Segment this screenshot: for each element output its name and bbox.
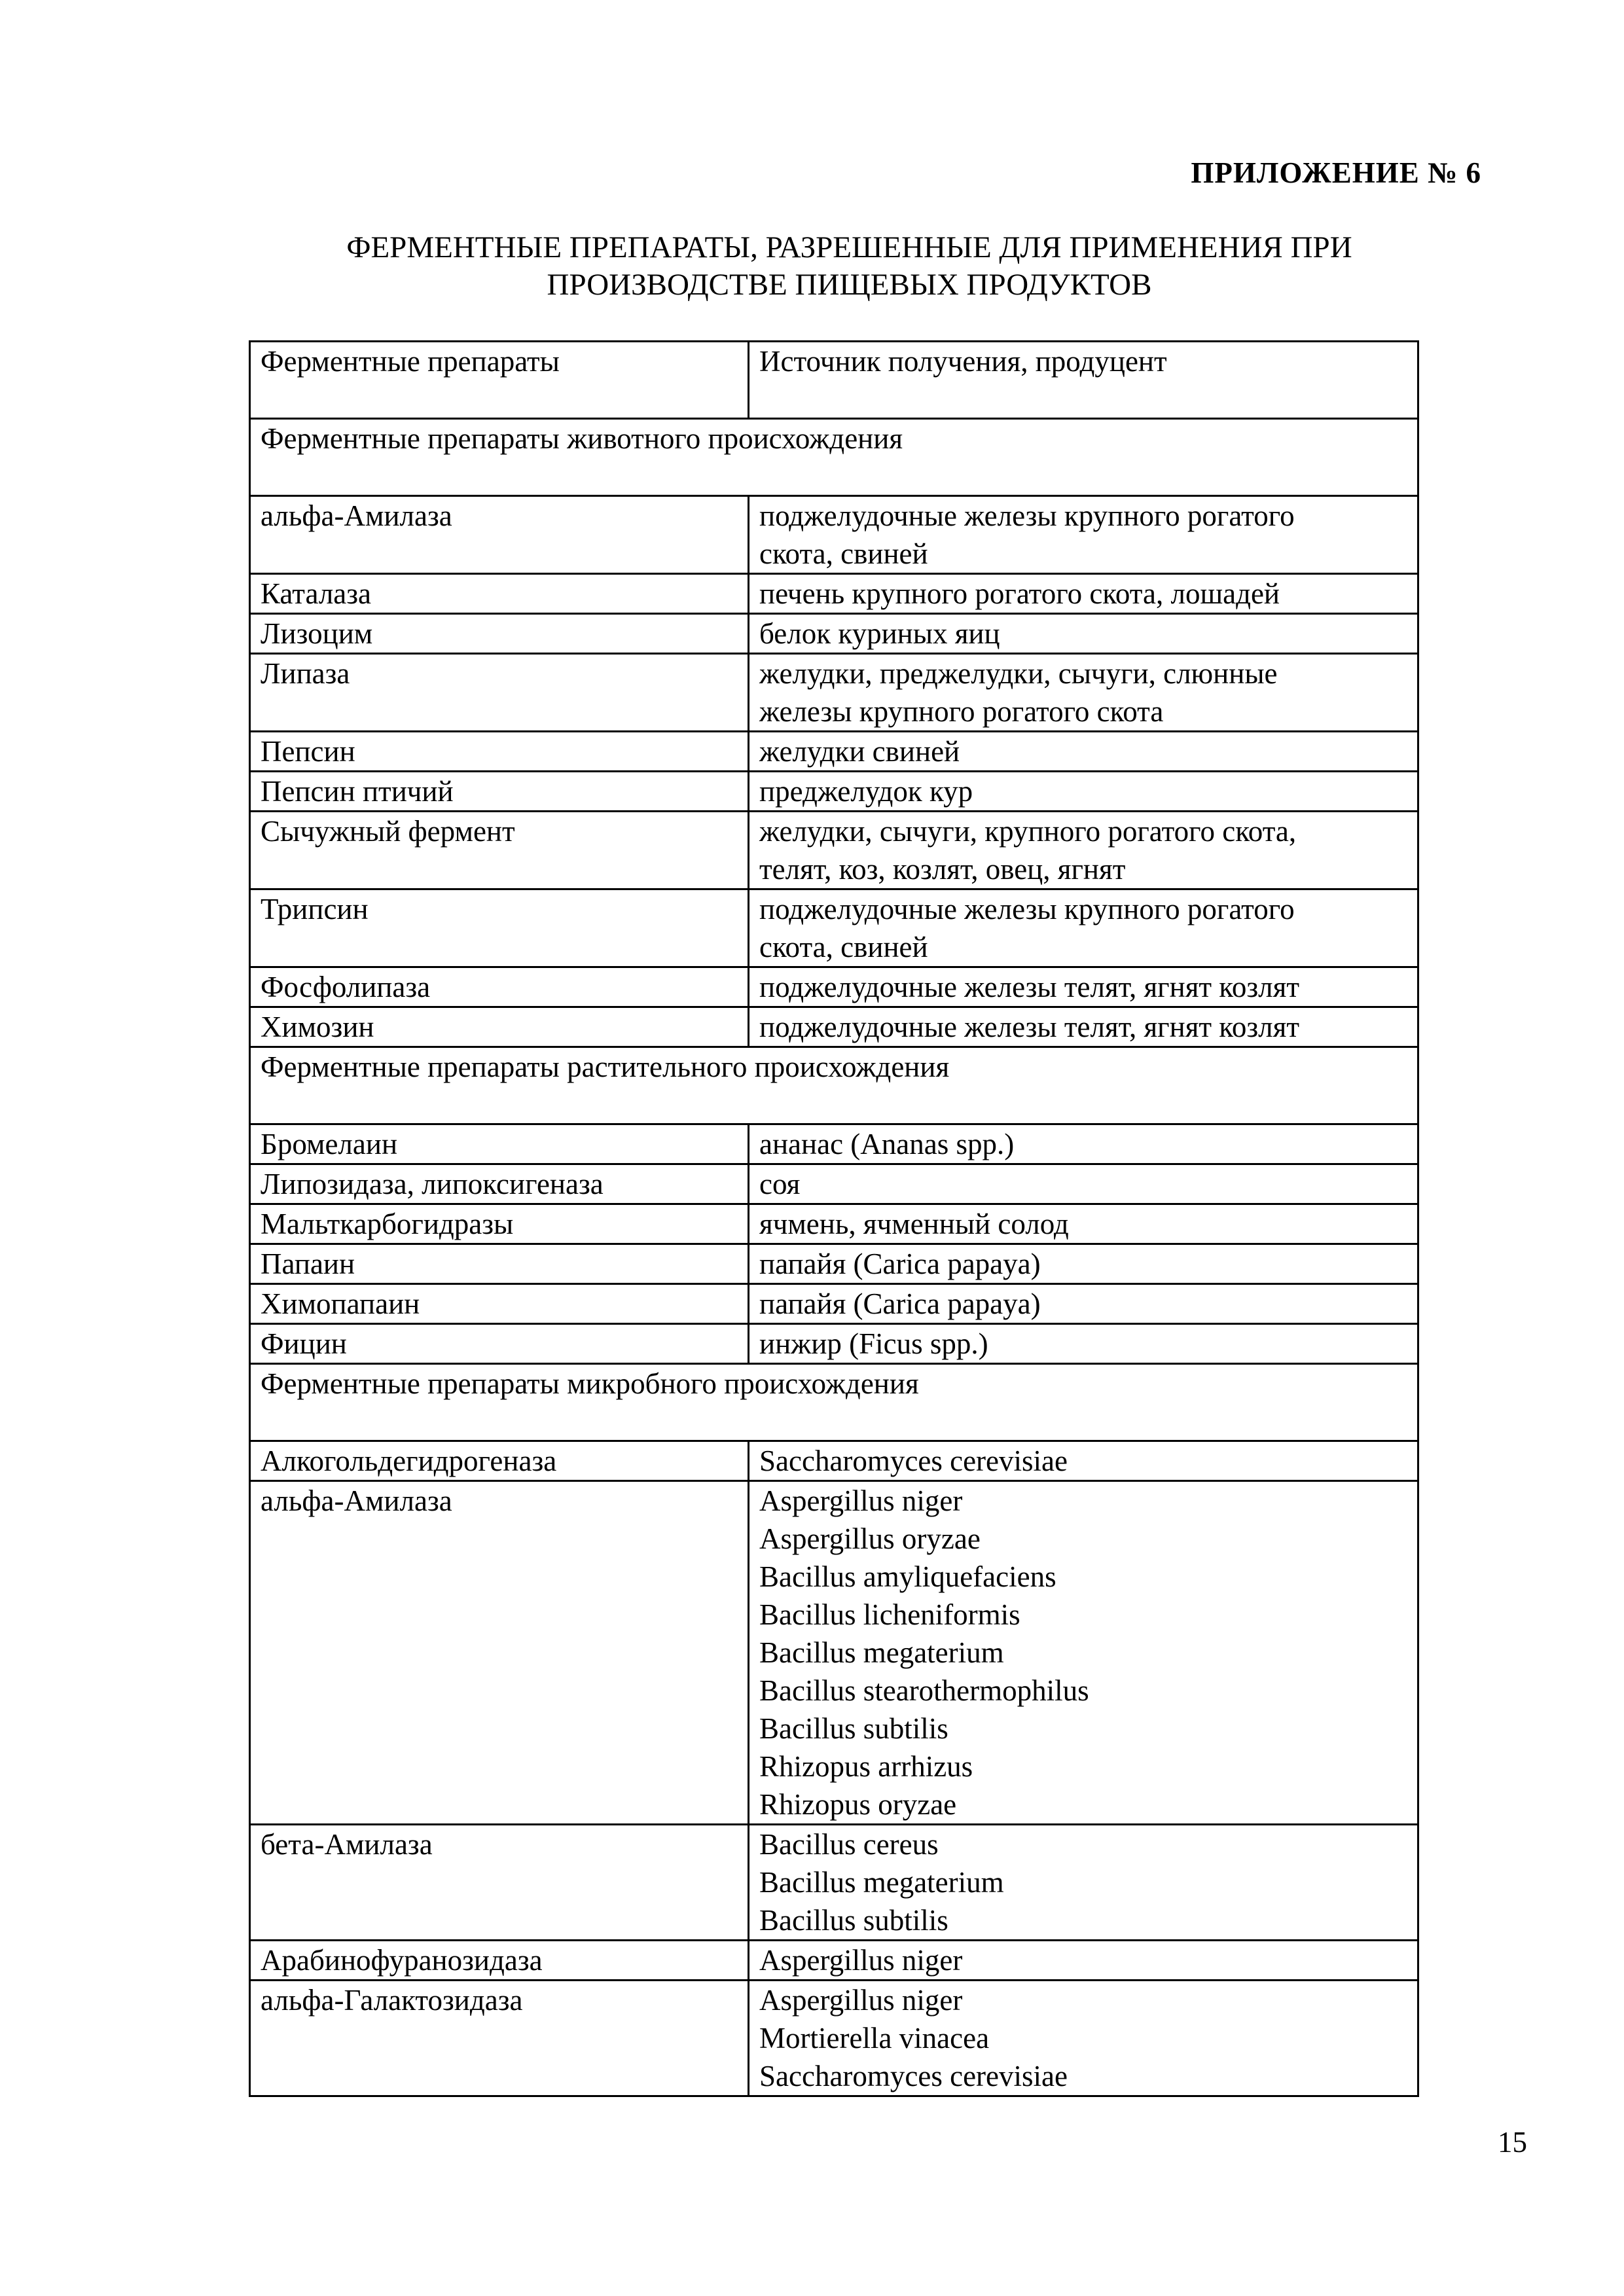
source-cell (749, 1164, 1418, 1204)
source-line: Bacillus cereus (759, 1828, 939, 1861)
source-cell (749, 1124, 1418, 1164)
source-cell (749, 1284, 1418, 1324)
source-cell (749, 654, 1418, 732)
table-row (250, 1124, 1418, 1164)
source-line: поджелудочные железы крупного рогатого (759, 893, 1295, 925)
source-cell (749, 1244, 1418, 1284)
table-row (250, 1284, 1418, 1324)
table-row (250, 1007, 1418, 1047)
source-cell (749, 496, 1418, 574)
table-row (250, 1204, 1418, 1244)
source-line: Bacillus amyliquefaciens (759, 1560, 1056, 1593)
source-line: ананас (Ananas spp.) (759, 1128, 1015, 1160)
table-row (250, 1324, 1418, 1364)
table-row (250, 496, 1418, 574)
source-line: желудки, преджелудки, сычуги, слюнные (759, 657, 1278, 690)
enzyme-name-cell: Алкогольдегидрогеназа (250, 1441, 749, 1481)
source-cell (749, 772, 1418, 812)
source-cell (749, 1941, 1418, 1981)
source-line: Bacillus subtilis (759, 1712, 948, 1745)
source-line: Aspergillus niger (759, 1984, 963, 2017)
title-line-1: ФЕРМЕНТНЫЕ ПРЕПАРАТЫ, РАЗРЕШЕННЫЕ ДЛЯ ПРИМЕНЕНИЯ ПРИ (346, 230, 1352, 264)
source-line: скота, свиней (759, 931, 928, 963)
table-header-row (250, 342, 1418, 419)
appendix-label: ПРИЛОЖЕНИЕ № 6 (1191, 156, 1481, 189)
source-cell (749, 1007, 1418, 1047)
table-row (250, 1825, 1418, 1941)
table-row (250, 1481, 1418, 1825)
source-line: железы крупного рогатого скота (759, 695, 1164, 728)
source-cell (749, 1441, 1418, 1481)
source-line: печень крупного рогатого скота, лошадей (759, 577, 1280, 610)
enzyme-name-cell: Бромелаин (250, 1124, 749, 1164)
section-row (250, 1364, 1418, 1441)
title-line-2: ПРОИЗВОДСТВЕ ПИЩЕВЫХ ПРОДУКТОВ (547, 268, 1152, 302)
page-number: 15 (1498, 2126, 1527, 2159)
source-line: Aspergillus oryzae (759, 1522, 981, 1555)
source-cell (749, 967, 1418, 1007)
source-cell (749, 812, 1418, 889)
source-line: поджелудочные железы телят, ягнят козлят (759, 1011, 1299, 1043)
enzyme-name-cell: Каталаза (250, 574, 749, 614)
table-row (250, 772, 1418, 812)
enzyme-name-cell: Арабинофуранозидаза (250, 1941, 749, 1981)
source-line: ячмень, ячменный солод (759, 1208, 1069, 1240)
source-line: Bacillus megaterium (759, 1866, 1004, 1899)
source-line: желудки, сычуги, крупного рогатого скота, (759, 815, 1297, 848)
enzyme-name-cell: Химозин (250, 1007, 749, 1047)
enzyme-name-cell: Химопапаин (250, 1284, 749, 1324)
source-line: преджелудок кур (759, 775, 973, 808)
source-cell (749, 1204, 1418, 1244)
source-cell (749, 1324, 1418, 1364)
source-cell (749, 1481, 1418, 1825)
source-line: инжир (Ficus spp.) (759, 1327, 988, 1360)
enzyme-name-cell: Липаза (250, 654, 749, 732)
header-cell-source: Источник получения, продуцент (749, 342, 1418, 419)
source-line: Mortierella vinacea (759, 2022, 990, 2054)
source-line: Aspergillus niger (759, 1944, 963, 1977)
source-cell (749, 614, 1418, 654)
enzyme-name-cell: Папаин (250, 1244, 749, 1284)
enzyme-name-cell: Фосфолипаза (250, 967, 749, 1007)
enzyme-name-cell: Мальткарбогидразы (250, 1204, 749, 1244)
source-line: Saccharomyces cerevisiae (759, 1444, 1068, 1477)
enzyme-name-cell: Липозидаза, липоксигеназа (250, 1164, 749, 1204)
enzyme-name-cell: Трипсин (250, 889, 749, 967)
source-line: поджелудочные железы крупного рогатого (759, 499, 1295, 532)
source-line: Rhizopus oryzae (759, 1788, 957, 1821)
table-row (250, 889, 1418, 967)
source-cell (749, 732, 1418, 772)
source-cell (749, 1981, 1418, 2096)
enzyme-name-cell: альфа-Галактозидаза (250, 1981, 749, 2096)
table-row (250, 574, 1418, 614)
table-row (250, 967, 1418, 1007)
header-cell-preparations: Ферментные препараты (250, 342, 749, 419)
section-row (250, 1047, 1418, 1124)
table-row (250, 654, 1418, 732)
source-line: папайя (Carica papaya) (759, 1287, 1041, 1320)
enzyme-name-cell: альфа-Амилаза (250, 1481, 749, 1825)
table-row (250, 1981, 1418, 2096)
section-title: Ферментные препараты микробного происхождения (250, 1364, 1418, 1441)
source-line: белок куриных яиц (759, 617, 1000, 650)
section-title: Ферментные препараты растительного происхождения (250, 1047, 1418, 1124)
source-cell (749, 889, 1418, 967)
source-line: Rhizopus arrhizus (759, 1750, 973, 1783)
table-row (250, 1244, 1418, 1284)
enzyme-name-cell: альфа-Амилаза (250, 496, 749, 574)
table-row (250, 614, 1418, 654)
enzyme-name-cell: Лизоцим (250, 614, 749, 654)
enzyme-table-body (250, 342, 1418, 2096)
table-row (250, 812, 1418, 889)
source-line: поджелудочные железы телят, ягнят козлят (759, 971, 1299, 1003)
source-line: Aspergillus niger (759, 1484, 963, 1517)
source-line: Bacillus licheniformis (759, 1598, 1020, 1631)
enzyme-name-cell: Фицин (250, 1324, 749, 1364)
table-row (250, 1164, 1418, 1204)
source-line: папайя (Carica papaya) (759, 1247, 1041, 1280)
section-row (250, 419, 1418, 496)
source-cell (749, 574, 1418, 614)
enzyme-table (249, 340, 1419, 2097)
document-title (249, 229, 1450, 304)
section-title: Ферментные препараты животного происхождения (250, 419, 1418, 496)
source-line: желудки свиней (759, 735, 960, 768)
enzyme-name-cell: Сычужный фермент (250, 812, 749, 889)
source-line: Bacillus subtilis (759, 1904, 948, 1937)
source-line: Saccharomyces cerevisiae (759, 2060, 1068, 2092)
enzyme-name-cell: Пепсин птичий (250, 772, 749, 812)
source-line: соя (759, 1168, 801, 1200)
source-cell (749, 1825, 1418, 1941)
source-line: скота, свиней (759, 537, 928, 570)
table-row (250, 1941, 1418, 1981)
enzyme-name-cell: бета-Амилаза (250, 1825, 749, 1941)
enzyme-name-cell: Пепсин (250, 732, 749, 772)
table-row (250, 732, 1418, 772)
source-line: телят, коз, козлят, овец, ягнят (759, 853, 1126, 886)
source-line: Bacillus stearothermophilus (759, 1674, 1089, 1707)
source-line: Bacillus megaterium (759, 1636, 1004, 1669)
table-row (250, 1441, 1418, 1481)
